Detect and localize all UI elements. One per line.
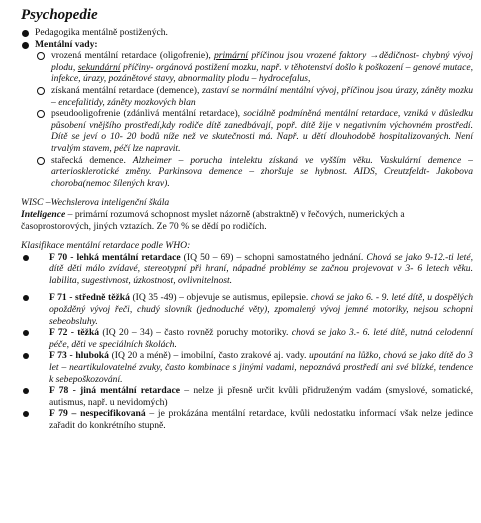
- f73-item: F 73 - hluboká (IQ 20 a méně) – imobilní, často zrakové aj. vady. upoutání na lůžko, chová se jako dítě do 3 let – neartikulovatelné zvuky, často kombinace s jinými vadami, nepoznává prostředí ani své blízké, tendence k sebepoškozování.: [21, 350, 473, 385]
- circle-bullet-icon: [37, 157, 45, 165]
- bullet-icon: [23, 411, 29, 417]
- klasifikace-heading: Klasifikace mentální retardace podle WHO:: [21, 240, 191, 252]
- bullet-icon: [22, 30, 29, 37]
- document-page: [21, 6, 473, 432]
- inteligence-definition: Inteligence – primární rozumová schopnost myslet názorně (abstraktně) v řečových, numerických a časoprostorových, jiných vztazích. Ze 70 % se dědí po rodičích.: [21, 208, 405, 232]
- circle-bullet-icon: [37, 87, 45, 95]
- f72-item: F 72 - těžká (IQ 20 – 34) – často rovněž poruchy motoriky. chová se jako 3.- 6. leté dítě, nutná celodenní péče, děti ve speciálních školách.: [21, 327, 473, 350]
- page-title: Psychopedie: [21, 7, 98, 23]
- sub-ziskana: získaná mentální retardace (demence), zastaví se normální mentální vývoj, příčinou jsou úrazy, záněty mozku – encefalitidy, záněty mozkových blan: [21, 85, 473, 108]
- sub-starecka-demence: stařecká demence. Alzheimer – porucha intelektu získaná ve vyšším věku. Vaskulární demence – arteriosklerotické změny. Parkinsova demence – zhoršuje se hybnost. AIDS, Creutzfeldt- Jakobova choroba(nemoc šílených krav).: [21, 155, 473, 190]
- f70-item: F 70 - lehká mentální retardace (IQ 50 – 69) – schopni samostatného jednání. Chová se jako 9-12.-ti leté, dítě děti málo zvídavé, stereotypní při hraní, nápadné problémy se začnou projevovat v 3- 6 letech věku. labilita, sugestivnost, úzkostnost, ovlivnitelnost.: [21, 252, 473, 287]
- bullet-icon: [23, 255, 29, 261]
- sub-pseudooligofrenie: pseudooligofrenie (zdánlivá mentální retardace), sociálně podmíněná mentální retardace, vzniká v důsledku působení vnějšího prostředí,kdy rodiče dítě zanedbávají, popř. dítě žije v negativním výchovném prostředí. Dítě se jeví o 10- 20 bodů níže než ve skutečnosti má. Např. u dětí dlouhodobě hospitalizovaných. Není trvalým stavem, péčí lze napravit.: [21, 108, 473, 154]
- f78-item: F 78 - jiná mentální retardace – nelze ji přesně určit kvůli přidruženým vadám (smyslové, somatické, autismus, např. u nevidomých): [21, 385, 473, 408]
- bullet-mentalni-vady: Mentální vady:: [21, 39, 473, 51]
- bullet-pedagogika: Pedagogika mentálně postižených.: [21, 27, 473, 39]
- bullet-icon: [23, 353, 29, 359]
- circle-bullet-icon: [37, 110, 45, 118]
- bullet-icon: [23, 330, 29, 336]
- f71-item: F 71 - středně těžká (IQ 35 -49) – objevuje se autismus, epilepsie. chová se jako 6. - 9. leté dítě, u dospělých opožděný vývoj řeči, chudý slovník (jednoduché věty), zpomalený vývoj jemné motoriky, nejsou schopni sebeobsluhy.: [21, 292, 473, 327]
- bullet-icon: [23, 388, 29, 394]
- bullet-icon: [23, 295, 29, 301]
- f79-item: F 79 – nespecifikovaná – je prokázána mentální retardace, kvůli nedostatku informací však nelze jedince zařadit do konkrétního stupně.: [21, 408, 473, 431]
- wisc-line: WISC –Wechslerova inteligenční škála: [21, 197, 170, 209]
- circle-bullet-icon: [37, 52, 45, 60]
- sub-vrozena: vrozená mentální retardace (oligofrenie), primární příčinou jsou vrozené faktory →dědičnost- chybný vývoj plodu, sekundární příčiny- orgánová postižení mozku, např. v těhotenství došlo k poškození – genové mutace, infekce, úrazy, pozánětové stavy, abnormality plodu – hydrocefalus,: [21, 50, 473, 85]
- bullet-icon: [22, 42, 29, 49]
